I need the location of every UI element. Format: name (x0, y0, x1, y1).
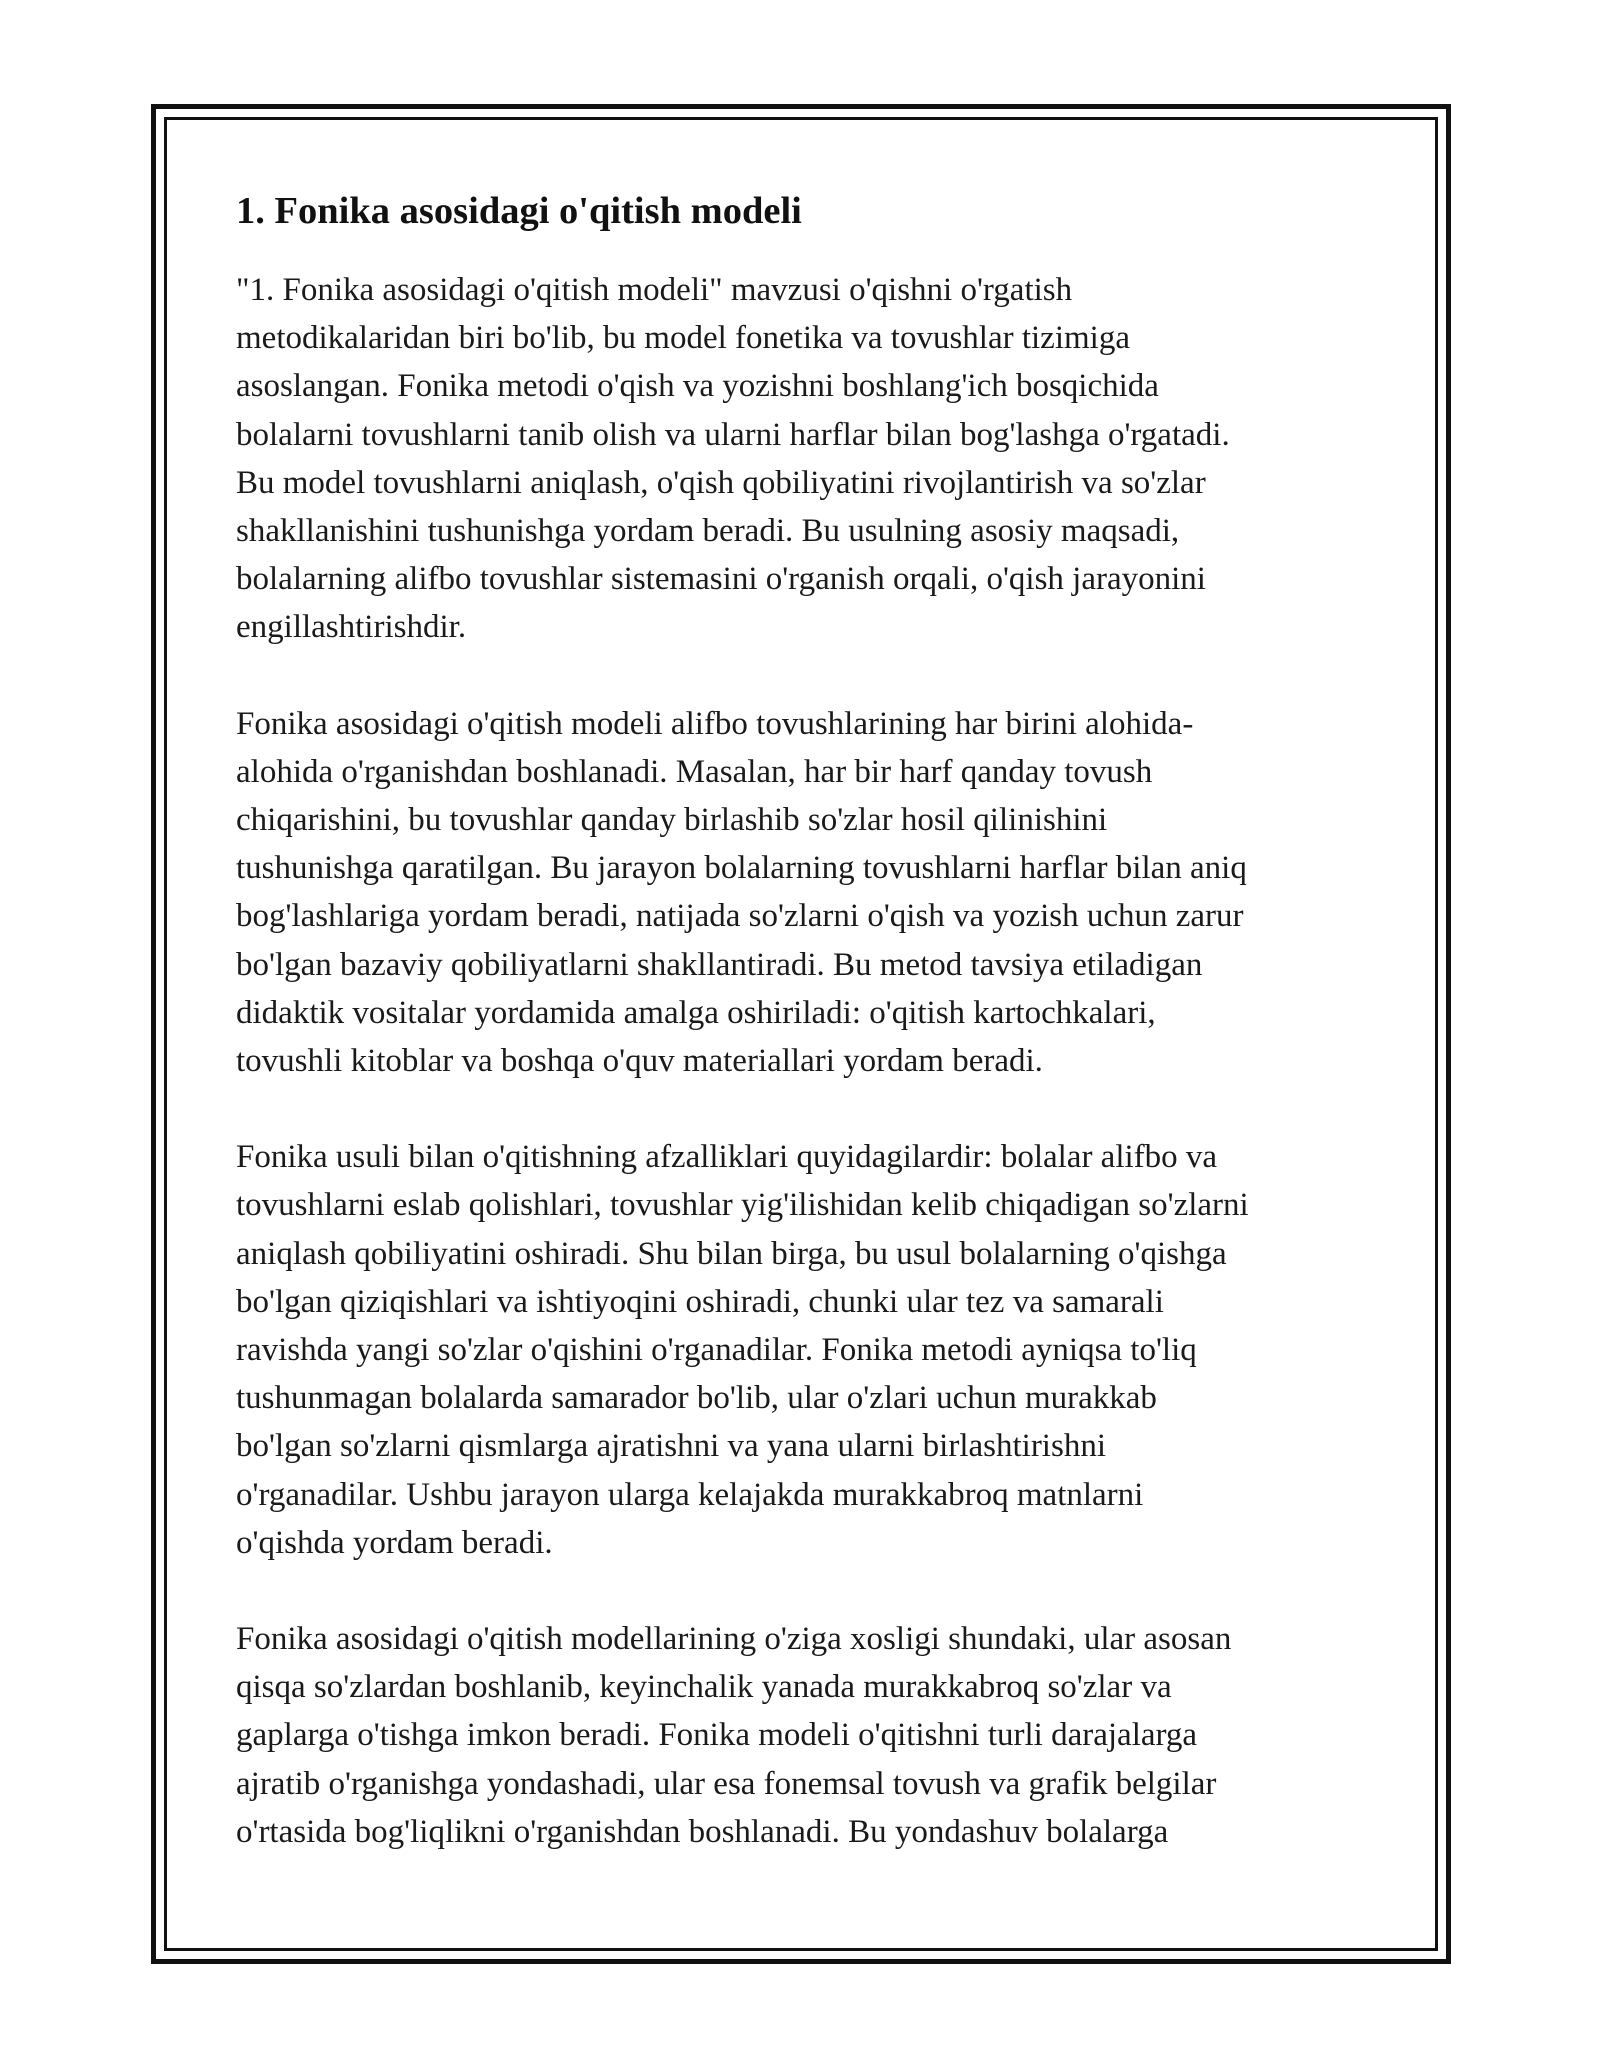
paragraph-1: "1. Fonika asosidagi o'qitish modeli" mavzusi o'qishni o'rgatish metodikalaridan biri bo'lib, bu model fonetika va tovushlar tizimiga asoslangan. Fonika metodi o'qish va yozishni boshlang'ich bosqichida bolalarni tovushlarni tanib olish va ularni harflar bilan bog'lashga o'rgatadi. Bu model tovushlarni aniqlash, o'qish qobiliyatini rivojlantirish va so'zlar shakllanishini tushunishga yordam beradi. Bu usulning asosiy maqsadi, bolalarning alifbo tovushlar sistemasini o'rganish orqali, o'qish jarayonini engillashtirishdir. (236, 272, 1230, 646)
paragraph-2: Fonika asosidagi o'qitish modeli alifbo tovushlarining har birini alohida- alohida o'rganishdan boshlanadi. Masalan, har bir harf qanday tovush chiqarishini, bu tovushlar qanday birlashib so'zlar hosil qilinishini tushunishga qaratilgan. Bu jarayon bolalarning tovushlarni harflar bilan aniq bog'lashlariga yordam beradi, natijada so'zlarni o'qish va yozish uchun zarur bo'lgan bazaviy qobiliyatlarni shakllantiradi. Bu metod tavsiya etiladigan didaktik vositalar yordamida amalga oshiriladi: o'qitish kartochkalari, tovushli kitoblar va boshqa o'quv materiallari yordam beradi. (236, 705, 1247, 1080)
document-content (236, 186, 1366, 1904)
paragraph-3: Fonika usuli bilan o'qitishning afzalliklari quyidagilardir: bolalar alifbo va tovushlarni eslab qolishlari, tovushlar yig'ilishidan kelib chiqadigan so'zlarni aniqlash qobiliyatini oshiradi. Shu bilan birga, bu usul bolalarning o'qishga bo'lgan qiziqishlari va ishtiyoqini oshiradi, chunki ular tez va samarali ravishda yangi so'zlar o'qishini o'rganadilar. Fonika metodi ayniqsa to'liq tushunmagan bolalarda samarador bo'lib, ular o'zlari uchun murakkab bo'lgan so'zlarni qismlarga ajratishni va yana ularni birlashtirishni o'rganadilar. Ushbu jarayon ularga kelajakda murakkabroq matnlarni o'qishda yordam beradi. (236, 1139, 1249, 1561)
paragraph-4: Fonika asosidagi o'qitish modellarining o'ziga xosligi shundaki, ular asosan qisqa so'zlardan boshlanib, keyinchalik yanada murakkabroq so'zlar va gaplarga o'tishga imkon beradi. Fonika modeli o'qitishni turli darajalarga ajratib o'rganishga yondashadi, ular esa fonemsal tovush va grafik belgilar o'rtasida bog'liqlikni o'rganishdan boshlanadi. Bu yondashuv bolalarga (236, 1621, 1232, 1850)
document-title: 1. Fonika asosidagi o'qitish modeli (236, 190, 802, 232)
